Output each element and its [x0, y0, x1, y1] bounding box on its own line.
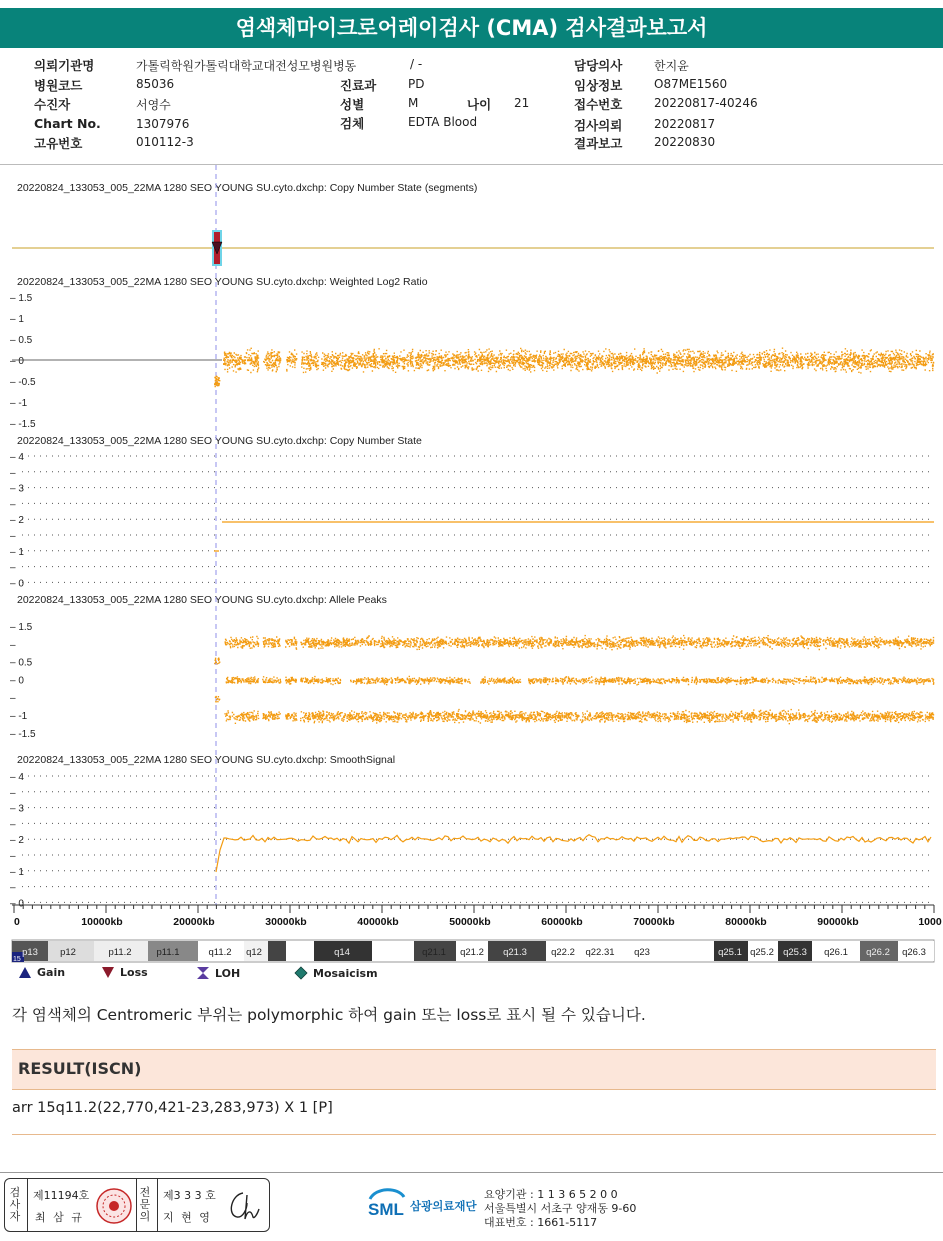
band-label: q21.1 [422, 947, 446, 958]
org-address: 서울특별시 서초구 양재동 9-60 [484, 1202, 637, 1215]
smooth-tick-label: – [10, 819, 16, 831]
org-phone: 대표번호 : 1661-5117 [484, 1216, 598, 1229]
allele-tick-label: – -1.5 [10, 728, 36, 740]
smooth-tick-label: – 1 [10, 866, 24, 878]
clinical-value: O87ME1560 [654, 77, 728, 91]
doctor-label: 담당의사 [574, 58, 623, 73]
examiner-vertical-label: 검 사 자 [9, 1186, 21, 1223]
unique-value: 010112-3 [136, 135, 194, 149]
signal-points [225, 635, 935, 651]
band-label: q26.2 [866, 947, 890, 958]
chromosome-ideogram [12, 940, 934, 963]
plot-title-segments: 20220824_133053_005_22MA 1280 SEO YOUNG SU.cyto.dxchp: Copy Number State (segments) [17, 182, 478, 194]
reviewer-license: 제3 3 3 호 [163, 1189, 216, 1202]
request-label: 검사의뢰 [574, 118, 623, 133]
result-heading: RESULT(ISCN) [18, 1059, 142, 1078]
smooth-tick-label: – [10, 787, 16, 799]
report-title: 염색체마이크로어레이검사 (CMA) 검사결과보고서 [0, 8, 943, 48]
plot-title-copy-number: 20220824_133053_005_22MA 1280 SEO YOUNG SU.cyto.dxchp: Copy Number State [17, 435, 422, 447]
legend-mosaicism-label: Mosaicism [313, 966, 378, 980]
x-axis-label: 60000kb [541, 916, 583, 928]
signal-points [226, 676, 935, 686]
plot-title-log2: 20220824_133053_005_22MA 1280 SEO YOUNG SU.cyto.dxchp: Weighted Log2 Ratio [17, 276, 428, 288]
x-axis [14, 905, 942, 928]
band-label: q25.3 [783, 947, 807, 958]
report-label: 결과보고 [574, 136, 623, 151]
smooth-signal-line [216, 835, 931, 872]
plot-title-allele-peaks: 20220824_133053_005_22MA 1280 SEO YOUNG SU.cyto.dxchp: Allele Peaks [17, 594, 387, 606]
examiner-seal-icon [95, 1187, 133, 1225]
band-label: p12 [60, 947, 76, 958]
cn-tick-label: – 0 [10, 578, 24, 590]
smooth-tick-label: – 2 [10, 835, 24, 847]
allele-tick-label: – 0.5 [10, 657, 33, 669]
dept-label: 진료과 [340, 78, 377, 93]
cn-tick-label: – 2 [10, 515, 24, 527]
code-value: 85036 [136, 77, 175, 91]
ideogram-band [372, 941, 414, 961]
centromere-note: 각 염색체의 Centromeric 부위는 polymorphic 하여 gain 또는 loss로 표시 될 수 있습니다. [12, 1006, 646, 1024]
reviewer-name: 지 현 영 [163, 1211, 212, 1224]
result-divider [12, 1134, 936, 1135]
band-label: p13 [22, 947, 38, 958]
request-value: 20220817 [654, 117, 716, 131]
cn-tick-label: – 4 [10, 452, 24, 463]
x-axis-label: 20000kb [173, 916, 215, 928]
specimen-label: 검체 [340, 116, 365, 131]
svg-text:SML: SML [368, 1200, 404, 1219]
doctor-value: 한지윤 [654, 59, 689, 73]
sex-value: M [408, 96, 419, 110]
ideogram-band [268, 941, 286, 961]
chromosome-number: 15 [13, 956, 21, 963]
allele-tick-label: – [10, 639, 16, 651]
log2-tick-label: – -1 [10, 398, 28, 409]
band-label: q26.3 [902, 947, 926, 958]
legend-gain-label: Gain [37, 966, 66, 979]
legend-mosaicism [294, 966, 378, 980]
ideogram-band [286, 941, 314, 961]
clinical-label: 임상정보 [574, 78, 623, 93]
x-axis-label: 80000kb [725, 916, 767, 928]
hospital-value: 가톨릭학원가톨릭대학교대전성모병원병동 [136, 59, 357, 73]
sex-label: 성별 [340, 97, 365, 112]
cn-tick-label: – 3 [10, 483, 24, 495]
chart-label: Chart No. [34, 116, 101, 131]
band-label: q25.2 [750, 947, 774, 958]
smooth-tick-label: – [10, 882, 16, 894]
log2-tick-label: – -1.5 [10, 419, 36, 430]
band-label: q12 [246, 947, 262, 958]
legend-gain [18, 966, 65, 979]
chart-value: 1307976 [136, 117, 190, 131]
gain-icon [18, 966, 32, 979]
report-value: 20220830 [654, 135, 716, 149]
receipt-value: 20220817-40246 [654, 96, 758, 110]
signature-box [4, 1178, 270, 1232]
x-axis-label: 50000kb [449, 916, 491, 928]
sml-logo-icon [366, 1185, 408, 1221]
org-name: 삼광의료재단 [410, 1199, 477, 1213]
plot-title-smooth-signal: 20220824_133053_005_22MA 1280 SEO YOUNG SU.cyto.dxchp: SmoothSignal [17, 754, 396, 766]
x-axis-label: 40000kb [357, 916, 399, 928]
band-label: q14 [334, 947, 350, 958]
receipt-label: 접수번호 [574, 97, 623, 112]
x-axis-label: 70000kb [633, 916, 675, 928]
code-label: 병원코드 [34, 78, 83, 93]
log2-tick-label: – -0.5 [10, 377, 36, 388]
x-axis-label: 90000kb [817, 916, 859, 928]
smooth-tick-label: – 4 [10, 772, 24, 783]
cn-tick-label: – [10, 562, 16, 574]
band-label: q22.2 [551, 947, 575, 958]
x-axis-label: 30000kb [265, 916, 307, 928]
log2-tick-label: – 0 [10, 356, 24, 367]
loh-icon [196, 966, 210, 980]
cn-tick-label: – [10, 531, 16, 542]
cn-tick-label: – [10, 467, 16, 479]
footer-divider [0, 1172, 943, 1173]
signal-points [224, 709, 934, 725]
examiner-name: 최 삼 규 [35, 1211, 84, 1224]
result-iscn: arr 15q11.2(22,770,421-23,283,973) X 1 [P] [12, 1100, 333, 1116]
signal-points [223, 348, 934, 374]
band-label: p11.1 [156, 947, 180, 958]
cn-tick-label: – [10, 499, 16, 511]
y-tick-labels [10, 293, 36, 909]
examiner-license: 제11194호 [33, 1189, 90, 1202]
band-label: q23 [634, 947, 650, 958]
signal-points [214, 376, 220, 388]
result-heading-bar [12, 1049, 936, 1090]
signal-points [214, 658, 220, 665]
allele-tick-label: – -1 [10, 711, 28, 722]
allele-tick-label: – 1.5 [10, 622, 33, 633]
legend-loh [196, 966, 240, 980]
smooth-tick-label: – 0 [10, 898, 24, 910]
log2-tick-label: – 0.5 [10, 335, 33, 346]
allele-tick-label: – 0 [10, 675, 24, 687]
band-label: q22.31 [585, 947, 615, 958]
mosaicism-icon [294, 966, 308, 980]
hospital-label: 의뢰기관명 [34, 58, 95, 73]
legend-loss-label: Loss [120, 966, 148, 979]
smooth-tick-label: – 3 [10, 803, 24, 815]
ideogram-band [664, 941, 714, 961]
ward-value: / - [410, 57, 423, 71]
signal-scatter [214, 348, 934, 725]
age-value: 21 [514, 96, 530, 110]
x-axis-label: 10000kb [81, 916, 123, 928]
band-label: p11.2 [108, 947, 132, 958]
loss-icon [101, 966, 115, 979]
band-label: q21.3 [503, 947, 527, 958]
smooth-tick-label: – [10, 851, 16, 862]
patient-value: 서영수 [136, 98, 171, 112]
patient-label: 수진자 [34, 97, 71, 112]
legend-loss [101, 966, 148, 979]
x-axis-label: 1000 [918, 916, 942, 928]
band-label: q21.2 [460, 947, 484, 958]
dept-value: PD [408, 77, 425, 91]
band-label: q26.1 [824, 947, 848, 958]
x-axis-label: 0 [14, 916, 20, 928]
allele-tick-label: – [10, 693, 16, 705]
age-label: 나이 [467, 97, 492, 112]
org-license: 요양기관 : 1 1 3 6 5 2 0 0 [484, 1188, 618, 1201]
log2-tick-label: – 1.5 [10, 293, 33, 304]
legend-loh-label: LOH [215, 966, 241, 980]
specimen-value: EDTA Blood [408, 115, 478, 129]
band-label: q25.1 [718, 947, 742, 958]
log2-tick-label: – 1 [10, 314, 24, 325]
unique-label: 고유번호 [34, 136, 83, 151]
reviewer-signature-icon [223, 1185, 263, 1225]
band-label: q11.2 [208, 947, 232, 958]
cn-tick-label: – 1 [10, 546, 24, 558]
reviewer-vertical-label: 전 문 의 [139, 1186, 151, 1223]
